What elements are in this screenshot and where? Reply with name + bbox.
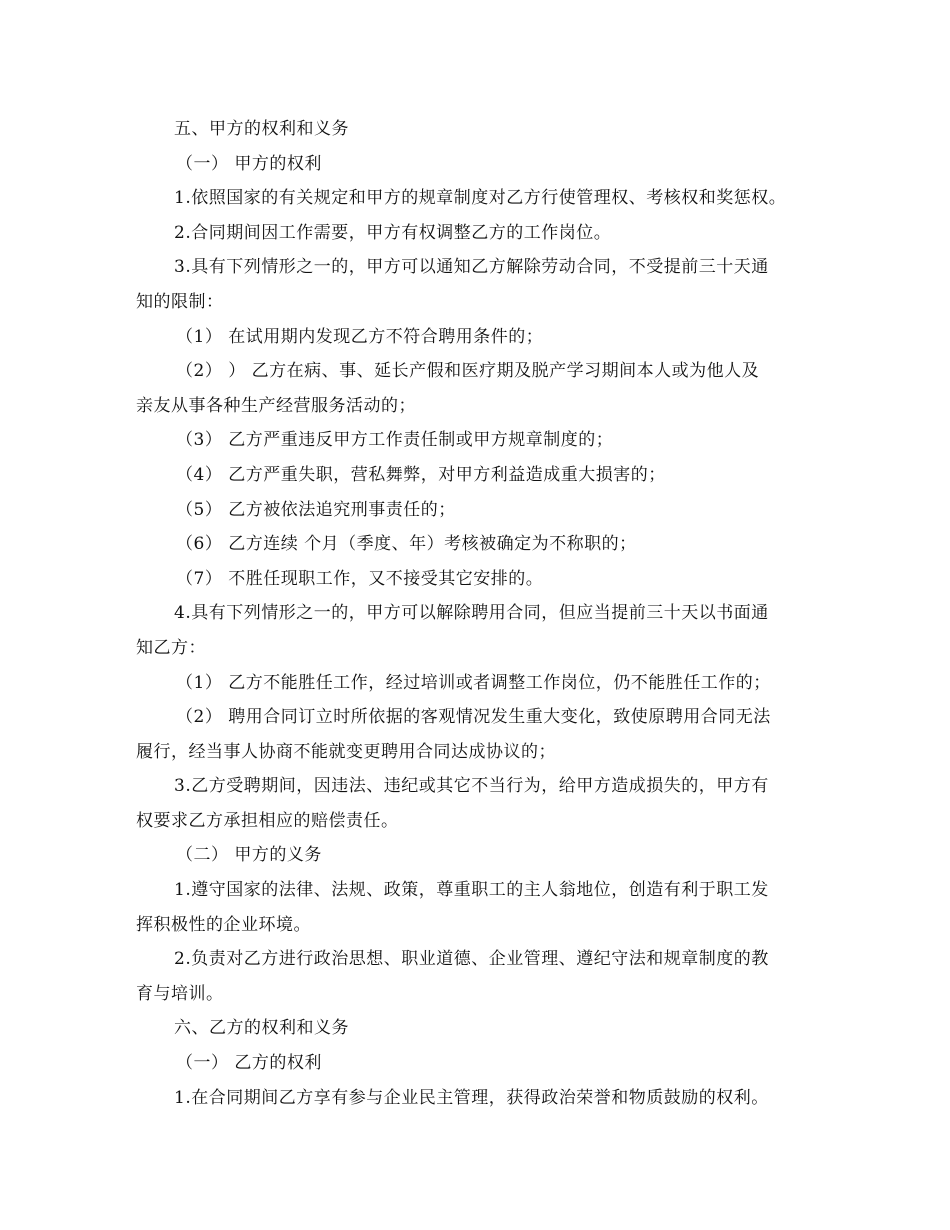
list-item: （4） 乙方严重失职，营私舞弊，对甲方利益造成重大损害的；: [176, 464, 666, 485]
subsection-heading: （一） 乙方的权利: [176, 1053, 322, 1074]
subsection-heading: （一） 甲方的权利: [176, 153, 322, 174]
paragraph: 1.依照国家的有关规定和甲方的规章制度对乙方行使管理权、考核权和奖惩权。: [174, 188, 787, 209]
paragraph-continuation: 育与培训。: [136, 983, 224, 1004]
paragraph: 1.在合同期间乙方享有参与企业民主管理，获得政治荣誉和物质鼓励的权利。: [174, 1087, 769, 1108]
list-item: （6） 乙方连续 个月（季度、年）考核被确定为不称职的；: [176, 534, 637, 555]
paragraph-continuation: 知的限制：: [136, 291, 224, 312]
paragraph: 2.负责对乙方进行政治思想、职业道德、企业管理、遵纪守法和规章制度的教: [174, 949, 769, 970]
list-item: （1） 乙方不能胜任工作，经过培训或者调整工作岗位，仍不能胜任工作的；: [176, 672, 771, 693]
paragraph: 3.乙方受聘期间，因违法、违纪或其它不当行为，给甲方造成损失的，甲方有: [174, 776, 769, 797]
list-item: （1） 在试用期内发现乙方不符合聘用条件的；: [176, 326, 544, 347]
list-item: （2） ） 乙方在病、事、延长产假和医疗期及脱产学习期间本人或为他人及: [176, 361, 760, 382]
list-item: （3） 乙方严重违反甲方工作责任制或甲方规章制度的；: [176, 430, 614, 451]
list-item: （7） 不胜任现职工作，又不接受其它安排的。: [176, 568, 544, 589]
section-heading: 五、甲方的权利和义务: [174, 119, 349, 139]
document-body: [136, 112, 816, 1115]
section-heading: 六、乙方的权利和义务: [174, 1018, 349, 1039]
paragraph-continuation: 权要求乙方承担相应的赔偿责任。: [136, 810, 399, 831]
paragraph: 4.具有下列情形之一的，甲方可以解除聘用合同，但应当提前三十天以书面通: [174, 603, 769, 624]
paragraph: 2.合同期间因工作需要，甲方有权调整乙方的工作岗位。: [174, 222, 612, 243]
paragraph-continuation: 挥积极性的企业环境。: [136, 914, 311, 935]
paragraph-continuation: 亲友从事各种生产经营服务活动的；: [136, 395, 416, 416]
paragraph: 1.遵守国家的法律、法规、政策，尊重职工的主人翁地位，创造有利于职工发: [174, 880, 769, 901]
list-item: （5） 乙方被依法追究刑事责任的；: [176, 499, 456, 520]
paragraph: 3.具有下列情形之一的，甲方可以通知乙方解除劳动合同，不受提前三十天通: [174, 257, 769, 278]
list-item: （2） 聘用合同订立时所依据的客观情况发生重大变化，致使原聘用合同无法: [176, 707, 771, 728]
subsection-heading: （二） 甲方的义务: [176, 845, 322, 866]
paragraph-continuation: 履行，经当事人协商不能就变更聘用合同达成协议的；: [136, 741, 556, 762]
paragraph-continuation: 知乙方：: [136, 637, 206, 658]
